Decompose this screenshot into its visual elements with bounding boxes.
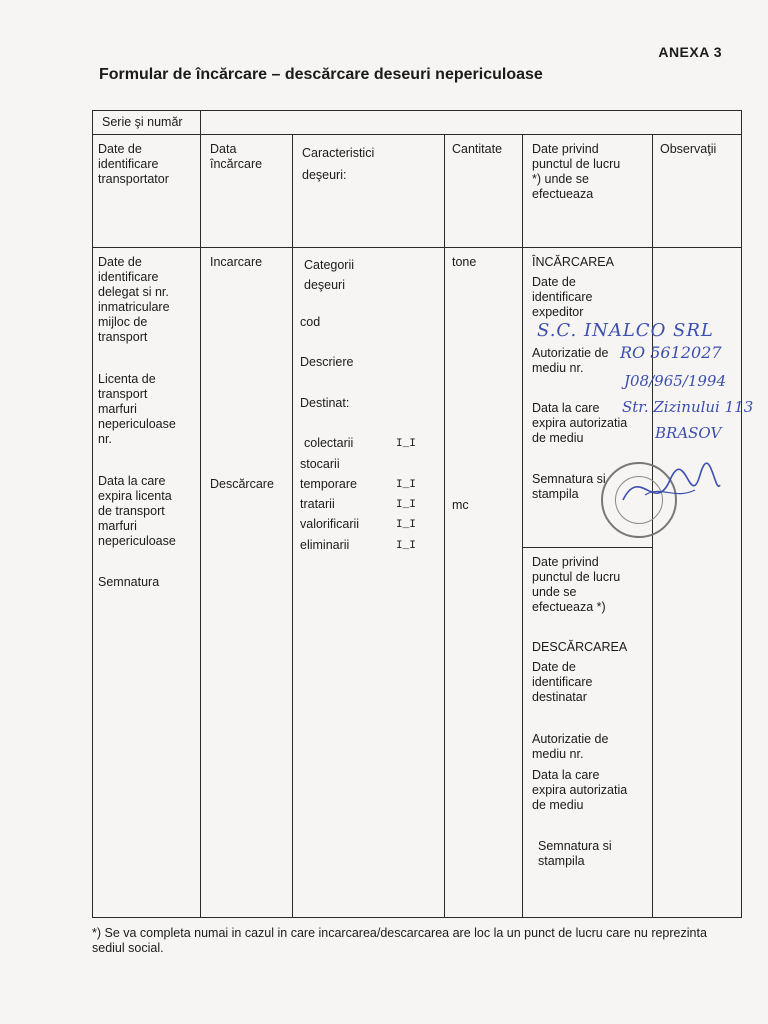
row-divider — [92, 247, 742, 248]
data-expira-autorizatie-destinatar: Data la care expira autorizatia de mediu — [532, 768, 628, 812]
header-cantitate: Cantitate — [452, 142, 503, 156]
cod-label: cod — [300, 315, 321, 329]
descarcare-label: Descărcare — [210, 477, 274, 491]
semnatura-transportator: Semnatura — [98, 575, 160, 589]
punct-lucru-descarcare: Date privind punctul de lucru unde se efectueaza *) — [532, 555, 621, 614]
header-data-incarcare: Data încărcare — [210, 142, 263, 171]
checkbox-valorificarii[interactable]: I_I — [396, 519, 416, 531]
unit-tone: tone — [452, 255, 477, 269]
autorizatie-destinatar: Autorizatie de mediu nr. — [532, 732, 609, 761]
header-observatii: Observaţii — [660, 142, 717, 156]
destinat-label: Destinat: — [300, 396, 350, 410]
handwritten-city: BRASOV — [655, 424, 722, 442]
licenta-transport: Licenta de transport marfuri nepericuloase nr. — [98, 372, 176, 446]
option-colectarii: colectarii — [304, 436, 354, 450]
handwritten-street: Str. Zizinului 113 — [622, 398, 754, 416]
header-caracteristici: Caracteristici deşeuri: — [302, 146, 375, 182]
annex-label: ANEXA 3 — [658, 44, 722, 60]
option-tratarii: tratarii — [300, 497, 335, 511]
handwritten-company: S.C. INALCO SRL — [537, 320, 714, 341]
delegat-info: Date de identificare delegat si nr. inmatriculare mijloc de transport — [98, 255, 170, 344]
table-border-right — [741, 110, 742, 918]
data-expira-autorizatie: Data la care expira autorizatia de mediu — [532, 401, 628, 445]
data-expira-licenta: Data la care expira licenta de transport marfuri nepericuloase — [98, 474, 176, 548]
incarcare-label: Incarcare — [210, 255, 263, 269]
table-border-bottom — [92, 917, 742, 918]
form-title: Formular de încărcare – descărcare deseuri nepericuloase — [99, 66, 543, 83]
col-divider — [522, 134, 523, 918]
incarcarea-heading: ÎNCĂRCAREA — [532, 255, 614, 269]
handwritten-cui: RO 5612027 — [620, 343, 722, 362]
option-stocarii: stocarii — [300, 457, 340, 471]
table-border-top — [92, 110, 742, 111]
serie-label: Serie şi număr — [102, 115, 183, 129]
option-temporare: temporare — [300, 477, 357, 491]
checkbox-eliminarii[interactable]: I_I — [396, 540, 416, 552]
checkbox-colectarii[interactable]: I_I — [396, 438, 416, 450]
checkbox-tratarii[interactable]: I_I — [396, 499, 416, 511]
table-border-left — [92, 110, 93, 918]
footnote: *) Se va completa numai in cazul in care incarcarea/descarcarea are loc la un punct de lucru care nu reprezinta sediul social. — [92, 926, 707, 955]
col5-divider — [522, 547, 652, 548]
option-eliminarii: eliminarii — [300, 538, 350, 552]
autorizatie-label: Autorizatie de mediu nr. — [532, 346, 609, 375]
col-divider — [444, 134, 445, 918]
descarcarea-heading: DESCĂRCAREA — [532, 640, 628, 654]
signature-scribble — [615, 455, 725, 525]
header-transportator: Date de identificare transportator — [98, 142, 169, 186]
semnatura-stampila-incarcare: Semnatura si stampila — [532, 472, 606, 501]
descriere-label: Descriere — [300, 355, 354, 369]
handwritten-reg: J08/965/1994 — [624, 372, 727, 390]
unit-mc: mc — [452, 498, 469, 512]
col-divider — [292, 134, 293, 918]
categorii-deseuri: Categorii deşeuri — [304, 258, 355, 292]
header-punct-lucru: Date privind punctul de lucru *) unde se efectueaza — [532, 142, 621, 201]
col-divider — [200, 110, 201, 918]
expeditor-label: Date de identificare expeditor — [532, 275, 593, 319]
semnatura-stampila-descarcare: Semnatura si stampila — [538, 839, 612, 868]
checkbox-temporare[interactable]: I_I — [396, 479, 416, 491]
row-divider — [92, 134, 742, 135]
destinatar-label: Date de identificare destinatar — [532, 660, 593, 704]
option-valorificarii: valorificarii — [300, 517, 360, 531]
